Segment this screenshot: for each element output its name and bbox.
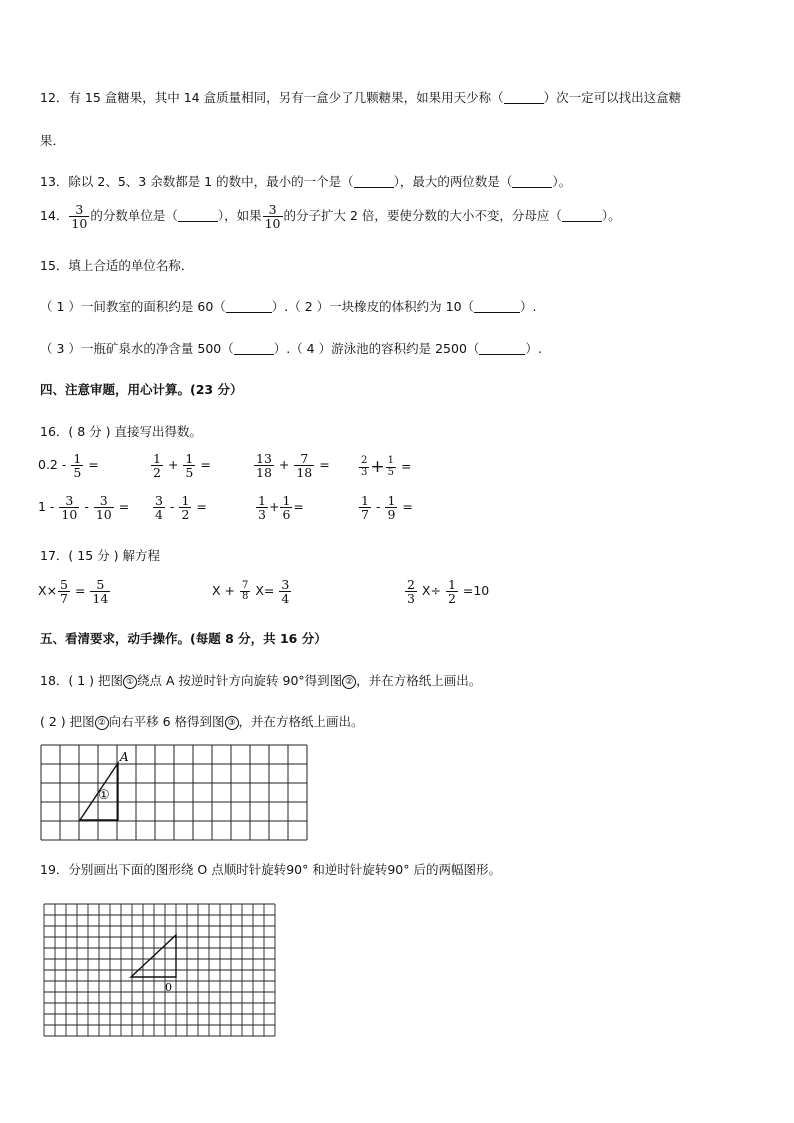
calc-item: $\frac{13}{18}$ + $\frac{7}{18}$ =: [256, 451, 330, 481]
calc-item: 0.2 - $\frac{1}{5}$ =: [38, 451, 99, 481]
q18-part1: 18．( 1 ) 把图 ① 绕点 A 按逆时针方向旋转 90°得到图 ② ，并在方格纸上画出。: [40, 673, 482, 688]
grid-q19[interactable]: [43, 903, 279, 1037]
answer-blank[interactable]: [504, 91, 544, 104]
q14: 14． $\frac{3}{10}$ 的分数单位是（ ），如果 $\frac{3}{10}$ 的分子扩大 2 倍，要使分数的大小不变，分母应（ ）。: [40, 202, 621, 232]
q17-title: 17．( 15 分 ) 解方程: [40, 548, 160, 563]
calc-item: 1 - $\frac{3}{10}$ - $\frac{3}{10}$ =: [38, 493, 130, 523]
q18-part2: ( 2 ) 把图 ② 向右平移 6 格得到图 ③ ，并在方格纸上画出。: [40, 714, 364, 729]
section-title: 五、看清要求，动手操作。(每题 8 分，共 16 分）: [40, 631, 327, 646]
point-a-label: A: [120, 750, 129, 764]
grid-q18[interactable]: [40, 744, 308, 844]
answer-blank[interactable]: [479, 342, 525, 355]
triangle-shape: [131, 935, 176, 977]
answer-blank[interactable]: [562, 209, 602, 222]
calc-item: $\frac{1}{7}$ - $\frac{1}{9}$ =: [361, 493, 413, 523]
calc-item: $\frac{1}{3}$ + $\frac{1}{6}$ =: [258, 493, 304, 523]
equation: $\frac{2}{3}$ X÷ $\frac{1}{2}$ =10: [407, 577, 490, 607]
q12-line2: 果．: [40, 133, 66, 148]
equation: X + $\frac{7}{8}$ X= $\frac{3}{4}$: [212, 577, 290, 607]
answer-blank[interactable]: [226, 300, 272, 313]
q15-row1: （ 1 ）一间教室的面积约是 60（ ）.（ 2 ）一块橡皮的体积约为 10（ ）.: [40, 299, 537, 314]
q19-text: 19．分别画出下面的图形绕 O 点顺时针旋转90° 和逆时针旋转90° 后的两幅图形。: [40, 862, 501, 877]
q15-row2: （ 3 ）一瓶矿泉水的净含量 500（ ）.（ 4 ）游泳池的容积约是 2500（ ）.: [40, 341, 542, 356]
answer-blank[interactable]: [512, 175, 552, 188]
answer-blank[interactable]: [234, 342, 274, 355]
shape-label: ①: [98, 788, 110, 803]
q15-title: 15．填上合适的单位名称．: [40, 258, 194, 273]
calc-item: $\frac{2}{3}$ + $\frac{1}{5}$ =: [361, 455, 412, 478]
calc-item: $\frac{1}{2}$ + $\frac{1}{5}$ =: [153, 451, 211, 481]
fraction: $\frac{3}{10}$: [264, 202, 281, 232]
fraction: $\frac{3}{10}$: [71, 202, 88, 232]
answer-blank[interactable]: [178, 209, 218, 222]
equation: X× $\frac{5}{7}$ = $\frac{5}{14}$: [38, 577, 109, 607]
q16-title: 16．( 8 分 ) 直接写出得数。: [40, 424, 203, 439]
q12-line1: 12．有 15 盒糖果，其中 14 盒质量相同，另有一盒少了几颗糖果，如果用天少称（ ）次一定可以找出这盒糖: [40, 90, 682, 105]
answer-blank[interactable]: [474, 300, 520, 313]
section-title: 四、注意审题，用心计算。(23 分）: [40, 382, 243, 397]
calc-item: $\frac{3}{4}$ - $\frac{1}{2}$ =: [155, 493, 207, 523]
point-o-label: 0: [165, 981, 172, 994]
answer-blank[interactable]: [354, 175, 394, 188]
q13: 13．除以 2、5、3 余数都是 1 的数中，最小的一个是（ ），最大的两位数是（ ）。: [40, 174, 572, 189]
